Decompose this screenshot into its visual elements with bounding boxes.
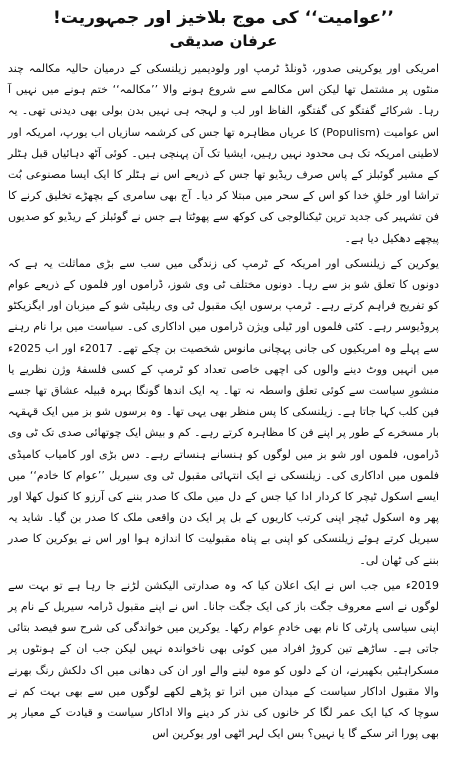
paragraph-comparison: یوکرین کے زیلنسکی اور امریکہ کے ٹرمپ کی زندگی میں سب سے بڑی مماثلت یہ ہے کہ دونوں کا تعلق شو بز سے رہا۔ دونوں مختلف ٹی وی شوز، ڈراموں اور فلموں کے ذریعے عوام کو تفریح فراہم کرتے رہے۔ ٹرمپ برسوں ایک مقبول ٹی وی ریلیٹی شو کے میزبان اور ایگزیکٹو پروڈیوسر رہے۔ کئی فلموں اور ٹیلی ویژن ڈراموں میں اداکاری کی۔ سیاست میں برا نام رہنے سے پہلے وہ امریکیوں کی جانی پہچانی مانوس شخصیت بن چکے تھے۔ 2017ء اور اب 2025ء میں انہیں ووٹ دینے والوں کی اچھی خاصی تعداد کو ٹرمپ کے کسی فلسفۂ وژن نظریے یا منشورِ سیاست سے کوئی تعلق واسطہ نہ تھا۔ یہ ایک اندھا گونگا بہرہ قبیلہ عشاق تھا جسے فین کلب کہا جاتا ہے۔ زیلنسکی کا پس منظر بھی یہی تھا۔ وہ برسوں شو بز میں ایک قہقہہ بار مسخرے کے طور پر اپنے فن کا مظاہرہ کرتے رہے۔ کم و بیش ایک چوتھائی صدی تک ٹی وی ڈراموں، فلموں اور شو بز میں لوگوں کو ہنسانے ہنساتے رہے۔ دس بڑی اور کامیاب کامیڈی فلموں میں اداکاری کی۔ زیلنسکی نے ایک انتہائی مقبول ٹی وی سیریل ’’عوام کا خادم‘‘ میں ایسے اسکول ٹیچر کا کردار ادا کیا جس کے دل میں ملک کا صدر بننے کی آرزو کا کنول کھلا اور پھر وہ اسکول ٹیچر اپنی کرتب کاریوں کے بل پر ایک دن واقعی ملک کا صدر بن گیا۔ شاید یہ سیریل کرتے ہوئے زیلنسکی کو اپنی بے پناہ مقبولیت کا اندازہ ہوا اور اس نے یوکرین کا صدر بننے کی ٹھان لی۔ <box>8 256 439 567</box>
paragraph-intro: امریکی اور یوکرینی صدور، ڈونلڈ ٹرمپ اور ولودیمیر زیلنسکی کے درمیان حالیہ مکالمہ چند منٹوں پر مشتمل تھا لیکن اس مکالمے سے شروع ہونے والا ’’مکالمہ‘‘ ختم ہونے میں نہیں آ رہا۔ شرکائے گفتگو کی گفتگو، الفاظ اور لب و لہجہ ہی نہیں بدن بولی بھی دیدنی تھی۔ یہ اس عوامیت (Populism) کا عریاں مظاہرہ تھا جس کی کرشمہ سازیاں اب یورپ، امریکہ اور لاطینی امریکہ تک ہی محدود نہیں رہیں، ایشیا تک آن پہنچی ہیں۔ کوئی آٹھ دہائیاں قبل ہٹلر کے مشیر گوئبلز کے پاس صرف ریڈیو تھا جس کے ذریعے اس نے ہٹلر کا ایک ایسا مصنوعی بُت تراشا اور خلقِ خدا کو اس کے سحر میں مبتلا کر دیا۔ آج بھی سامری کے بچھڑے تخلیق کرنے کا فن تشہیر کی جدید ترین ٹیکنالوجی کی کوکھ سے پھوٹتا ہے جس نے گوئبلز کے ریڈیو کو صدیوں پیچھے دھکیل دیا ہے۔ <box>8 62 439 245</box>
author-name: عرفان صدیقی <box>169 32 278 50</box>
article-title: ’’عوامیت‘‘ کی موج بلاخیز اور جمہوریت! <box>53 8 394 28</box>
paragraph-election: 2019ء میں جب اس نے ایک اعلان کیا کہ وہ صدارتی الیکشن لڑنے جا رہا ہے تو بہت سے لوگوں نے اسے معروف جگت باز کی ایک جگت جانا۔ اس نے اپنے مقبول ڈرامہ سیریل کے نام پر اپنی سیاسی پارٹی کا نام بھی خادمِ عوام رکھا۔ یوکرین میں خواندگی کی شرح سو فیصد بتائی جاتی ہے۔ ساڑھے تین کروڑ افراد میں کوئی بھی ناخواندہ نہیں لیکن جب ان کے ہونٹوں پر مسکراہٹیں بکھیرنے، ان کے دلوں کو موہ لینے والے اور ان کی دھانی میں اک دلکش رنگ بھرنے والا مقبول اداکار سیاست کے میدان میں اترا تو پڑھے لکھے لوگوں میں سے بھی بہت کم نے سوچا کہ کیا ایک عمر لگا کر خانوں کی نذر کر دینے والا اداکار سیاست و قیادت کے معیار پر بھی پورا اتر سکے گا یا نہیں؟ بس ایک لہر اٹھی اور یوکرین اس <box>8 578 439 741</box>
